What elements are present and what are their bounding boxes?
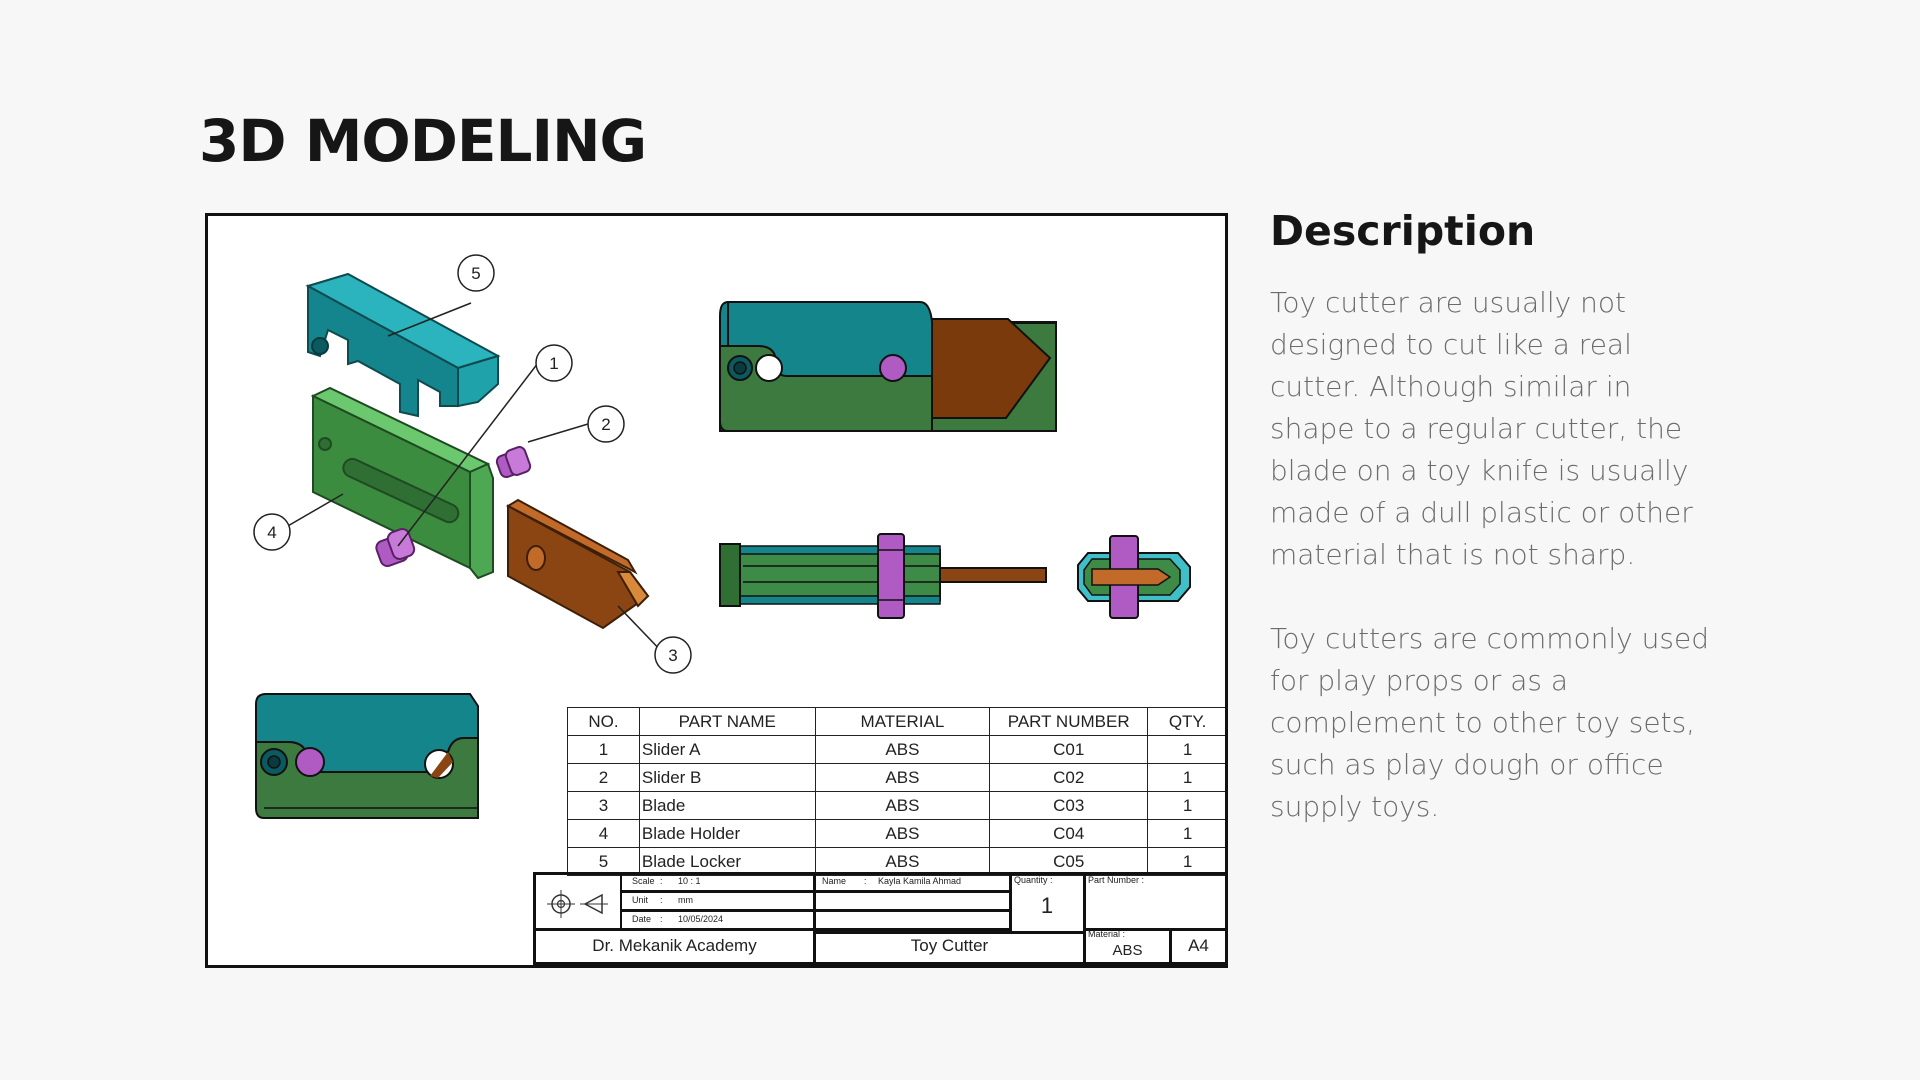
drawing-title-cell: [816, 931, 1086, 962]
bom-header-qty: QTY.: [1148, 708, 1228, 736]
bom-header-row: [568, 708, 1228, 736]
bom-no: 5: [568, 848, 640, 876]
sep: :: [660, 876, 663, 886]
description-paragraph-2: Toy cutters are commonly used for play props or as a complement to other toy sets, such as play dough or office supply toys.: [1270, 622, 1709, 823]
bom-material: ABS: [815, 820, 990, 848]
projection-cell: [536, 875, 622, 931]
description-heading: Description: [1270, 207, 1536, 255]
bom-part-number: C03: [990, 792, 1148, 820]
bom-header-part-number: PART NUMBER: [990, 708, 1148, 736]
table-row: [568, 736, 1228, 764]
bom-qty: 1: [1148, 848, 1228, 876]
bom-qty: 1: [1148, 736, 1228, 764]
name-value: Kayla Kamila Ahmad: [878, 876, 962, 886]
material-cell: [1086, 931, 1172, 962]
balloon-3: 3: [668, 646, 678, 665]
unit-label: Unit: [632, 895, 649, 905]
page-title: 3D MODELING: [199, 107, 647, 175]
balloon-1: 1: [549, 354, 559, 373]
table-row: [568, 792, 1228, 820]
quantity-cell: [1012, 875, 1086, 931]
bom-part-number: C02: [990, 764, 1148, 792]
material-value: ABS: [1112, 942, 1143, 959]
bom-no: 4: [568, 820, 640, 848]
sheet-size: A4: [1188, 936, 1209, 955]
bom-part-name: Slider A: [639, 736, 815, 764]
front-view: [720, 302, 1056, 436]
bom-part-name: Slider B: [639, 764, 815, 792]
part-number-cell: [1086, 875, 1225, 931]
bom-part-number: C01: [990, 736, 1148, 764]
scale-label: Scale: [632, 876, 655, 886]
bom-part-name: Blade: [639, 792, 815, 820]
bom-no: 2: [568, 764, 640, 792]
bom-qty: 1: [1148, 820, 1228, 848]
bom-no: 1: [568, 736, 640, 764]
bom-qty: 1: [1148, 792, 1228, 820]
bom-part-number: C04: [990, 820, 1148, 848]
scale-value: 10 : 1: [678, 876, 701, 886]
part-number-label: Part Number :: [1088, 875, 1145, 885]
projection-symbol-icon: [536, 875, 620, 929]
name-cell: [816, 875, 1012, 931]
balloon-2: 2: [601, 415, 611, 434]
sep: :: [660, 895, 663, 905]
top-view: [720, 534, 1046, 618]
bom-material: ABS: [815, 848, 990, 876]
bom-header-material: MATERIAL: [815, 708, 990, 736]
bill-of-materials: [567, 707, 1228, 876]
drawing-title: Toy Cutter: [910, 936, 989, 955]
part-blade: [508, 500, 648, 628]
exploded-view: [254, 255, 691, 673]
bom-part-name: Blade Holder: [639, 820, 815, 848]
table-row: [568, 764, 1228, 792]
bom-material: ABS: [815, 792, 990, 820]
bom-part-name: Blade Locker: [639, 848, 815, 876]
sheet-size-cell: [1172, 931, 1225, 962]
balloon-5: 5: [471, 264, 481, 283]
bom-qty: 1: [1148, 764, 1228, 792]
scale-unit-date-cell: [622, 875, 816, 931]
quantity-value: 1: [1040, 893, 1054, 918]
name-label: Name: [822, 876, 847, 886]
bom-material: ABS: [815, 736, 990, 764]
unit-value: mm: [678, 895, 693, 905]
material-label: Material :: [1088, 929, 1126, 939]
engineering-drawing: [205, 213, 1228, 968]
sep: :: [864, 876, 867, 886]
sep: :: [660, 914, 663, 924]
title-block: [533, 872, 1228, 965]
balloon-4: 4: [267, 523, 277, 542]
quantity-label: Quantity :: [1014, 875, 1053, 885]
bom-material: ABS: [815, 764, 990, 792]
bom-header-part-name: PART NAME: [639, 708, 815, 736]
date-value: 10/05/2024: [678, 914, 724, 924]
end-view: [1078, 536, 1190, 618]
bom-part-number: C05: [990, 848, 1148, 876]
description-paragraph-1: Toy cutter are usually not designed to cut like a real cutter. Although similar in shape to a regular cutter, the blade on a toy knife is usually made of a dull plastic or other material that is not sharp.: [1270, 286, 1693, 571]
company-name: Dr. Mekanik Academy: [592, 936, 757, 955]
side-view: [256, 694, 478, 818]
bom-header-no: NO.: [568, 708, 640, 736]
table-row: [568, 820, 1228, 848]
company-cell: [536, 931, 816, 962]
bom-no: 3: [568, 792, 640, 820]
date-label: Date: [632, 914, 652, 924]
